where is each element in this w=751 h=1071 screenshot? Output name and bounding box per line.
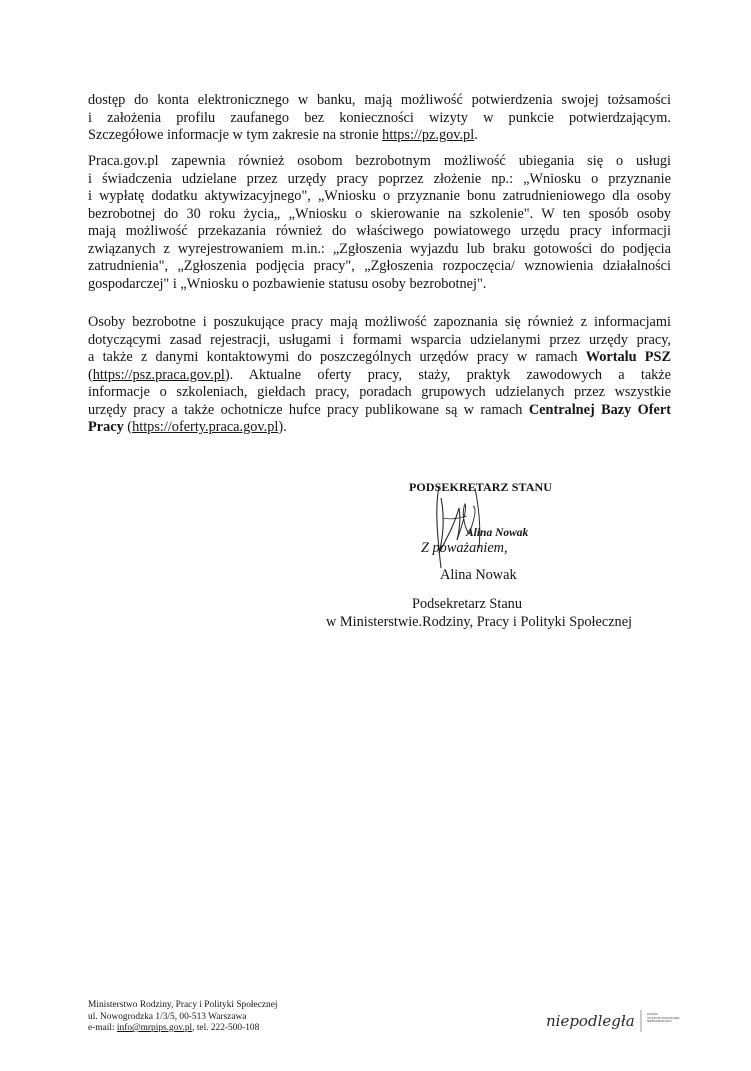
bold-text: Pracy xyxy=(88,419,124,435)
stamp-title: PODSEKRETARZ STANU xyxy=(409,480,553,494)
logo-caption-line: POLSKA xyxy=(647,1012,658,1016)
text-run: i świadczenia udzielane przez urzędy pracy poprzez złożenie np.: „Wniosku o przyznanie xyxy=(88,170,671,187)
text-run: Szczegółowe informacje w tym zakresie na stronie xyxy=(88,127,383,143)
url-link[interactable]: https://pz.gov.pl xyxy=(382,127,475,143)
text-line xyxy=(88,349,671,367)
text-run: Osoby bezrobotne i poszukujące pracy mają możliwość zapoznania się również z informacjami xyxy=(88,314,671,330)
logo-caption-line: STULECIE ODZYSKANIA xyxy=(647,1015,680,1020)
text-run: i założenia profilu zaufanego bez konieczności wizyty w punkcie potwierdzającym. xyxy=(88,109,671,126)
text-line xyxy=(88,258,671,276)
text-run: i wypłatę dodatku aktywizacyjnego", „Wniosku o przyznanie bonu zatrudnieniowego dla osoby xyxy=(88,188,671,204)
text-line xyxy=(88,402,671,420)
logo-caption xyxy=(647,1013,680,1024)
text-line xyxy=(88,419,671,437)
text-run: . xyxy=(474,127,478,143)
signer-role: Podsekretarz Stanu xyxy=(412,596,522,612)
signer-name: Alina Nowak xyxy=(440,567,517,583)
paragraph-psz-information xyxy=(88,314,671,437)
text-run: a także z danymi kontaktowymi do poszczególnych urzędów pracy w ramach xyxy=(88,349,586,365)
email-prefix: e-mail: xyxy=(88,1023,117,1033)
text-line xyxy=(88,241,671,259)
text-line xyxy=(88,206,671,224)
paragraph-profile-confirmation xyxy=(88,92,671,145)
text-line xyxy=(88,314,671,332)
text-run: bezrobotnej do 30 roku życia„ „Wniosku o skierowanie na szkolenie". W ten sposób osoby xyxy=(88,205,671,222)
closing-greeting: Z poważaniem, xyxy=(421,540,508,556)
text-line xyxy=(88,153,671,171)
text-line xyxy=(88,127,671,145)
footer-address xyxy=(88,1000,277,1035)
logo-caption-line: NIEPODLEGŁOŚCI xyxy=(647,1019,672,1023)
text-run: dotyczącymi zasad rejestracji, usługami i formami wsparcia udzielanymi przez urzędy pracy, xyxy=(88,331,671,348)
signer-organization: w Ministerstwie.Rodziny, Pracy i Polityki Społecznej xyxy=(326,614,633,630)
footer-address-line: ul. Nowogrodzka 1/3/5, 00-513 Warszawa xyxy=(88,1011,247,1022)
niepodlegla-logo xyxy=(546,1006,646,1036)
paragraph-praca-services xyxy=(88,153,671,293)
footer-address-line: Ministerstwo Rodziny, Pracy i Polityki Społecznej xyxy=(88,1000,278,1010)
text-run: zatrudnienia", „Zgłoszenia podjęcia pracy", „Zgłoszenia rozpoczęcia/ wznowienia działalności xyxy=(88,258,671,274)
logo-text: niepodległa xyxy=(546,1012,635,1030)
bold-text: Wortalu PSZ xyxy=(585,349,671,365)
email-link[interactable]: info@mrpips.gov.pl xyxy=(116,1023,193,1033)
text-line xyxy=(88,171,671,189)
text-line xyxy=(88,110,671,128)
url-link[interactable]: https://oferty.praca.gov.pl xyxy=(132,419,279,435)
text-run: dostęp do konta elektronicznego w banku, mają możliwość potwierdzenia swojej tożsamości xyxy=(88,92,671,108)
text-line xyxy=(88,384,671,402)
footer-contact-line xyxy=(88,1023,277,1035)
text-line xyxy=(88,223,671,241)
text-run: ). Aktualne oferty pracy, staży, praktyk zawodowych a także xyxy=(224,366,671,383)
text-line xyxy=(88,332,671,350)
text-run: ( xyxy=(123,419,133,435)
phone-number: , tel. 222-500-108 xyxy=(192,1023,260,1033)
text-run: ( xyxy=(88,366,93,383)
text-line xyxy=(88,92,671,110)
text-run: informacje o szkoleniach, giełdach pracy, poradach grupowych udzielanych przez wszystkie xyxy=(88,384,671,400)
text-run: związanych z wyrejestrowaniem m.in.: „Zgłoszenia wyjazdu lub braku gotowości do podjęcia xyxy=(88,240,671,257)
text-line xyxy=(88,276,671,294)
text-run: Praca.gov.pl zapewnia również osobom bezrobotnym możliwość ubiegania się o usługi xyxy=(88,153,671,169)
text-run: urzędy pracy a także ochotnicze hufce pracy publikowane są w ramach xyxy=(88,401,529,418)
bold-text: Centralnej Bazy Ofert xyxy=(528,401,671,418)
text-line xyxy=(88,188,671,206)
text-run: mają możliwość przekazania również do właściwego powiatowego urzędu pracy informacji xyxy=(88,223,671,239)
text-run: ). xyxy=(278,419,287,435)
text-run: gospodarczej" i „Wniosku o pozbawienie statusu osoby bezrobotnej". xyxy=(88,275,487,292)
text-line xyxy=(88,367,671,385)
url-link[interactable]: https://psz.praca.gov.pl xyxy=(92,366,225,383)
stamp-name: Alina Nowak xyxy=(466,527,529,539)
